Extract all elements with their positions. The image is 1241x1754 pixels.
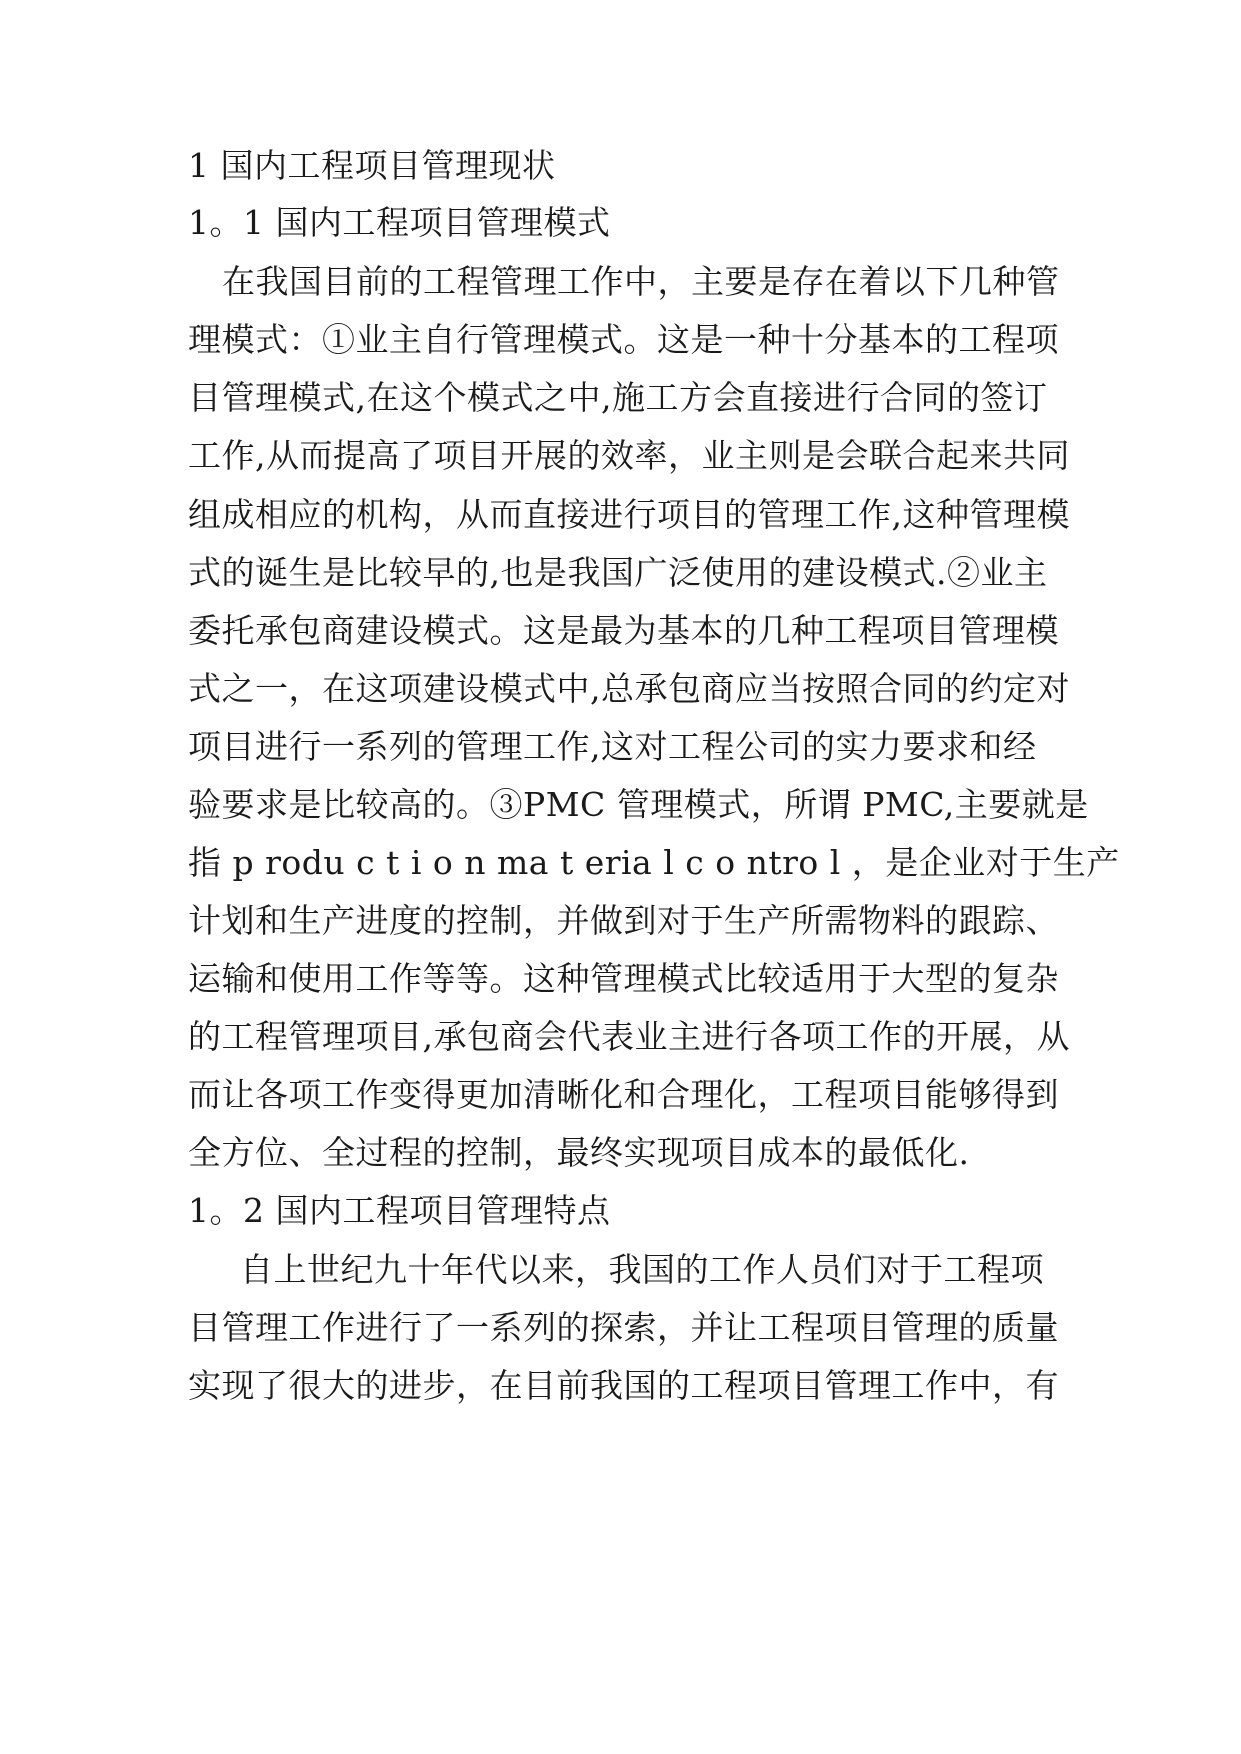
- paragraph-line: 而让各项工作变得更加清晰化和合理化，工程项目能够得到: [188, 1075, 1059, 1114]
- paragraph-line: 指 p rodu c t i o n ma t eria l c o ntro l ，是企业对于生产: [188, 843, 1120, 882]
- paragraph-line: 验要求是比较高的。③PMC 管理模式，所谓 PMC,主要就是: [188, 785, 1089, 824]
- paragraph-line: 在我国目前的工程管理工作中，主要是存在着以下几种管: [222, 262, 1060, 301]
- paragraph-line: 计划和生产进度的控制，并做到对于生产所需物料的跟踪、: [188, 901, 1059, 940]
- paragraph-line: 的工程管理项目,承包商会代表业主进行各项工作的开展，从: [188, 1017, 1070, 1056]
- heading-1-1: 1。1 国内工程项目管理模式: [188, 203, 611, 242]
- paragraph-line: 项目进行一系列的管理工作,这对工程公司的实力要求和经: [188, 727, 1037, 766]
- heading-1: 1 国内工程项目管理现状: [188, 146, 556, 185]
- heading-1-2: 1。2 国内工程项目管理特点: [188, 1191, 611, 1230]
- paragraph-line: 全方位、全过程的控制，最终实现项目成本的最低化.: [188, 1133, 970, 1172]
- paragraph-line: 实现了很大的进步，在目前我国的工程项目管理工作中，有: [188, 1366, 1059, 1405]
- paragraph-line: 委托承包商建设模式。这是最为基本的几种工程项目管理模: [188, 611, 1059, 650]
- paragraph-line: 组成相应的机构，从而直接进行项目的管理工作,这种管理模: [188, 495, 1070, 534]
- paragraph-line: 运输和使用工作等等。这种管理模式比较适用于大型的复杂: [188, 959, 1059, 998]
- paragraph-line: 式之一，在这项建设模式中,总承包商应当按照合同的约定对: [188, 669, 1070, 708]
- paragraph-line: 自上世纪九十年代以来，我国的工作人员们对于工程项: [240, 1250, 1044, 1289]
- paragraph-line: 目管理工作进行了一系列的探索，并让工程项目管理的质量: [188, 1308, 1059, 1347]
- paragraph-line: 式的诞生是比较早的,也是我国广泛使用的建设模式.②业主: [188, 553, 1048, 592]
- paragraph-line: 目管理模式,在这个模式之中,施工方会直接进行合同的签订: [188, 378, 1048, 417]
- paragraph-line: 理模式：①业主自行管理模式。这是一种十分基本的工程项: [188, 320, 1059, 359]
- paragraph-line: 工作,从而提高了项目开展的效率，业主则是会联合起来共同: [188, 436, 1070, 475]
